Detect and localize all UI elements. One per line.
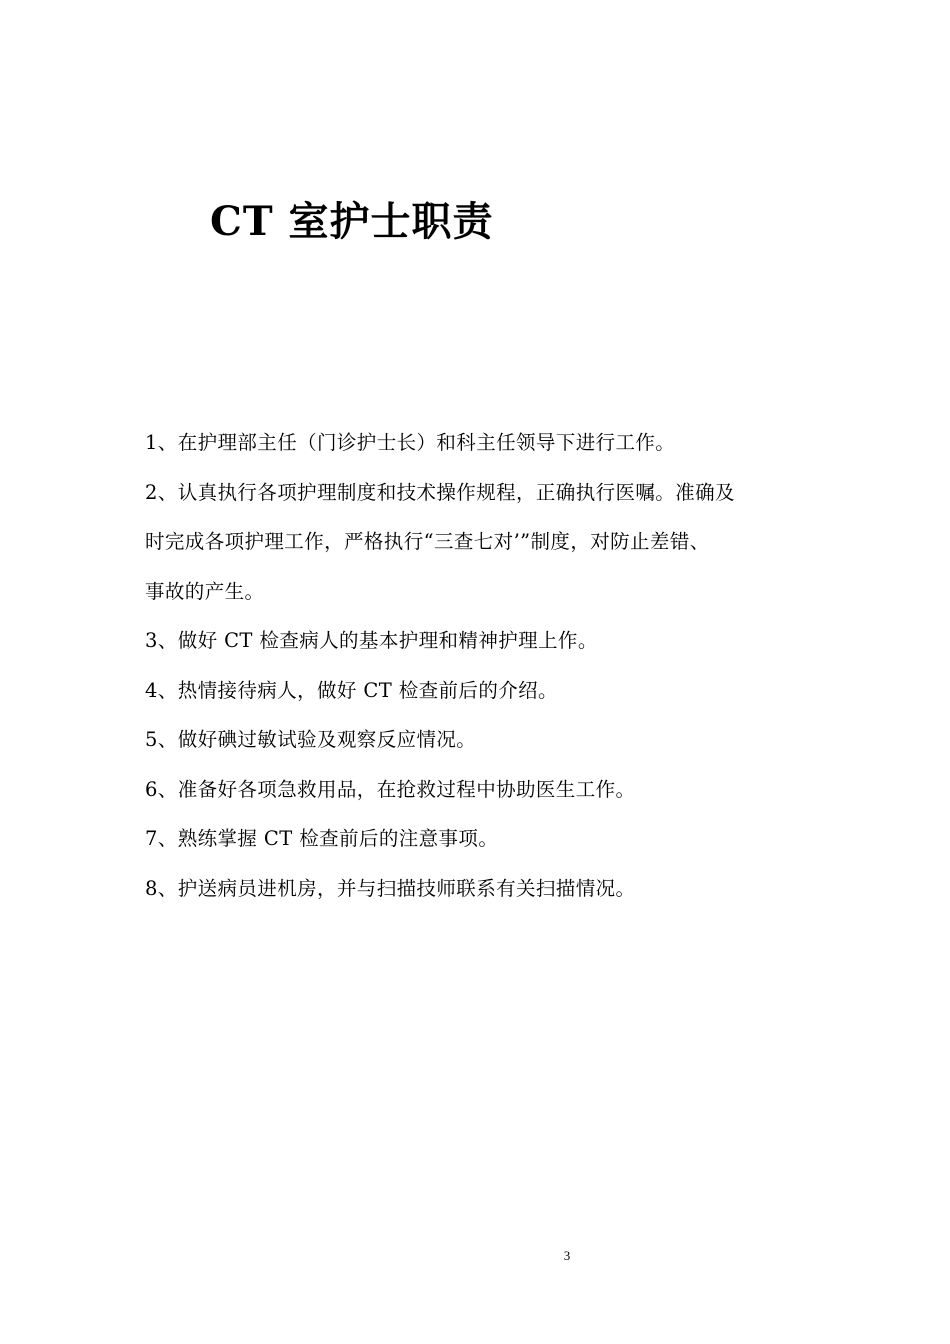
duty-line-7: 7、熟练掌握 CT 检查前后的注意事项。 <box>145 827 499 850</box>
duty-line-2-cont: 时完成各项护理工作，严格执行“三查七对’”制度，对防止差错、 <box>145 530 710 553</box>
duties-list <box>145 418 845 913</box>
document-title: CT 室护士职责 <box>210 198 494 245</box>
duty-line-2: 2、认真执行各项护理制度和技术操作规程，正确执行医嘱。准确及 <box>145 480 735 504</box>
page-number: 3 <box>563 1248 571 1263</box>
duty-line-4: 4、热情接待病人，做好 CT 检查前后的介绍。 <box>145 678 558 702</box>
duty-line-8: 8、护送病员进机房，并与扫描技师联系有关扫描情况。 <box>145 876 636 900</box>
duty-line-6: 6、准备好各项急救用品，在抢救过程中协助医生工作。 <box>145 777 636 801</box>
duty-line-2-end: 事故的产生。 <box>145 579 265 603</box>
duty-line-5: 5、做好碘过敏试验及观察反应情况。 <box>145 728 477 751</box>
duty-line-1: 1、在护理部主任（门诊护士长）和科主任领导下进行工作。 <box>145 431 676 454</box>
duty-line-3: 3、做好 CT 检查病人的基本护理和精神护理上作。 <box>145 629 598 652</box>
